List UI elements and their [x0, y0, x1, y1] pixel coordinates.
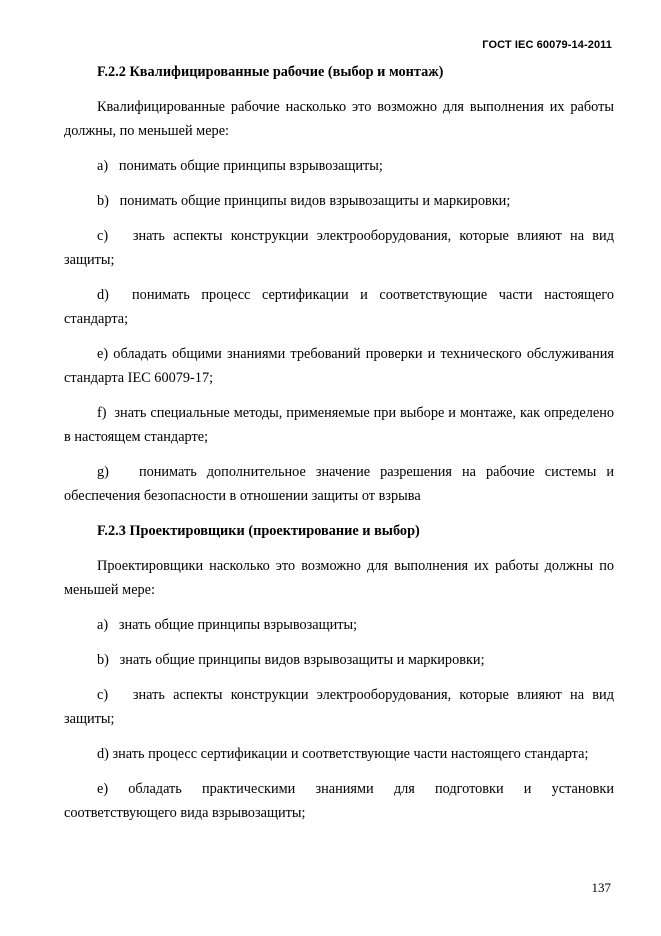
list-item-f23-d: d) знать процесс сертификации и соответствующие части настоящего стандарта;: [97, 746, 589, 762]
list-item-f22-e: e) обладать общими знаниями требований проверки и технического обслуживания стандарта IEC 60079-17;: [64, 346, 614, 386]
page-number: 137: [591, 880, 611, 895]
list-item-f23-b: b) знать общие принципы видов взрывозащиты и маркировки;: [97, 652, 485, 668]
list-item-f23-c: c) знать аспекты конструкции электрооборудования, которые влияют на вид защиты;: [64, 687, 614, 727]
section-heading-f22: F.2.2 Квалифицированные рабочие (выбор и монтаж): [97, 64, 444, 80]
list-item-f22-d: d) понимать процесс сертификации и соответствующие части настоящего стандарта;: [64, 287, 614, 327]
list-item-f22-b: b) понимать общие принципы видов взрывозащиты и маркировки;: [97, 193, 511, 209]
list-item-f22-f: f) знать специальные методы, применяемые при выборе и монтаже, как определено в настоящем стандарте;: [64, 405, 614, 445]
list-item-f22-a: a) понимать общие принципы взрывозащиты;: [97, 158, 383, 174]
document-header-code: ГОСТ IEC 60079-14-2011: [482, 39, 612, 51]
section-heading-f23: F.2.3 Проектировщики (проектирование и выбор): [97, 523, 420, 539]
list-item-f23-e: e) обладать практическими знаниями для подготовки и установки соответствующего вида взрывозащиты;: [64, 781, 614, 821]
document-body: [64, 60, 614, 825]
list-item-f22-g: g) понимать дополнительное значение разрешения на рабочие системы и обеспечения безопасности в отношении защиты от взрыва: [64, 464, 614, 504]
list-item-f23-a: a) знать общие принципы взрывозащиты;: [97, 617, 358, 633]
section-intro-f23: Проектировщики насколько это возможно для выполнения их работы должны по меньшей мере:: [64, 558, 614, 598]
section-intro-f22: Квалифицированные рабочие насколько это возможно для выполнения их работы должны, по меньшей мере:: [64, 99, 614, 139]
list-item-f22-c: c) знать аспекты конструкции электрооборудования, которые влияют на вид защиты;: [64, 228, 614, 268]
